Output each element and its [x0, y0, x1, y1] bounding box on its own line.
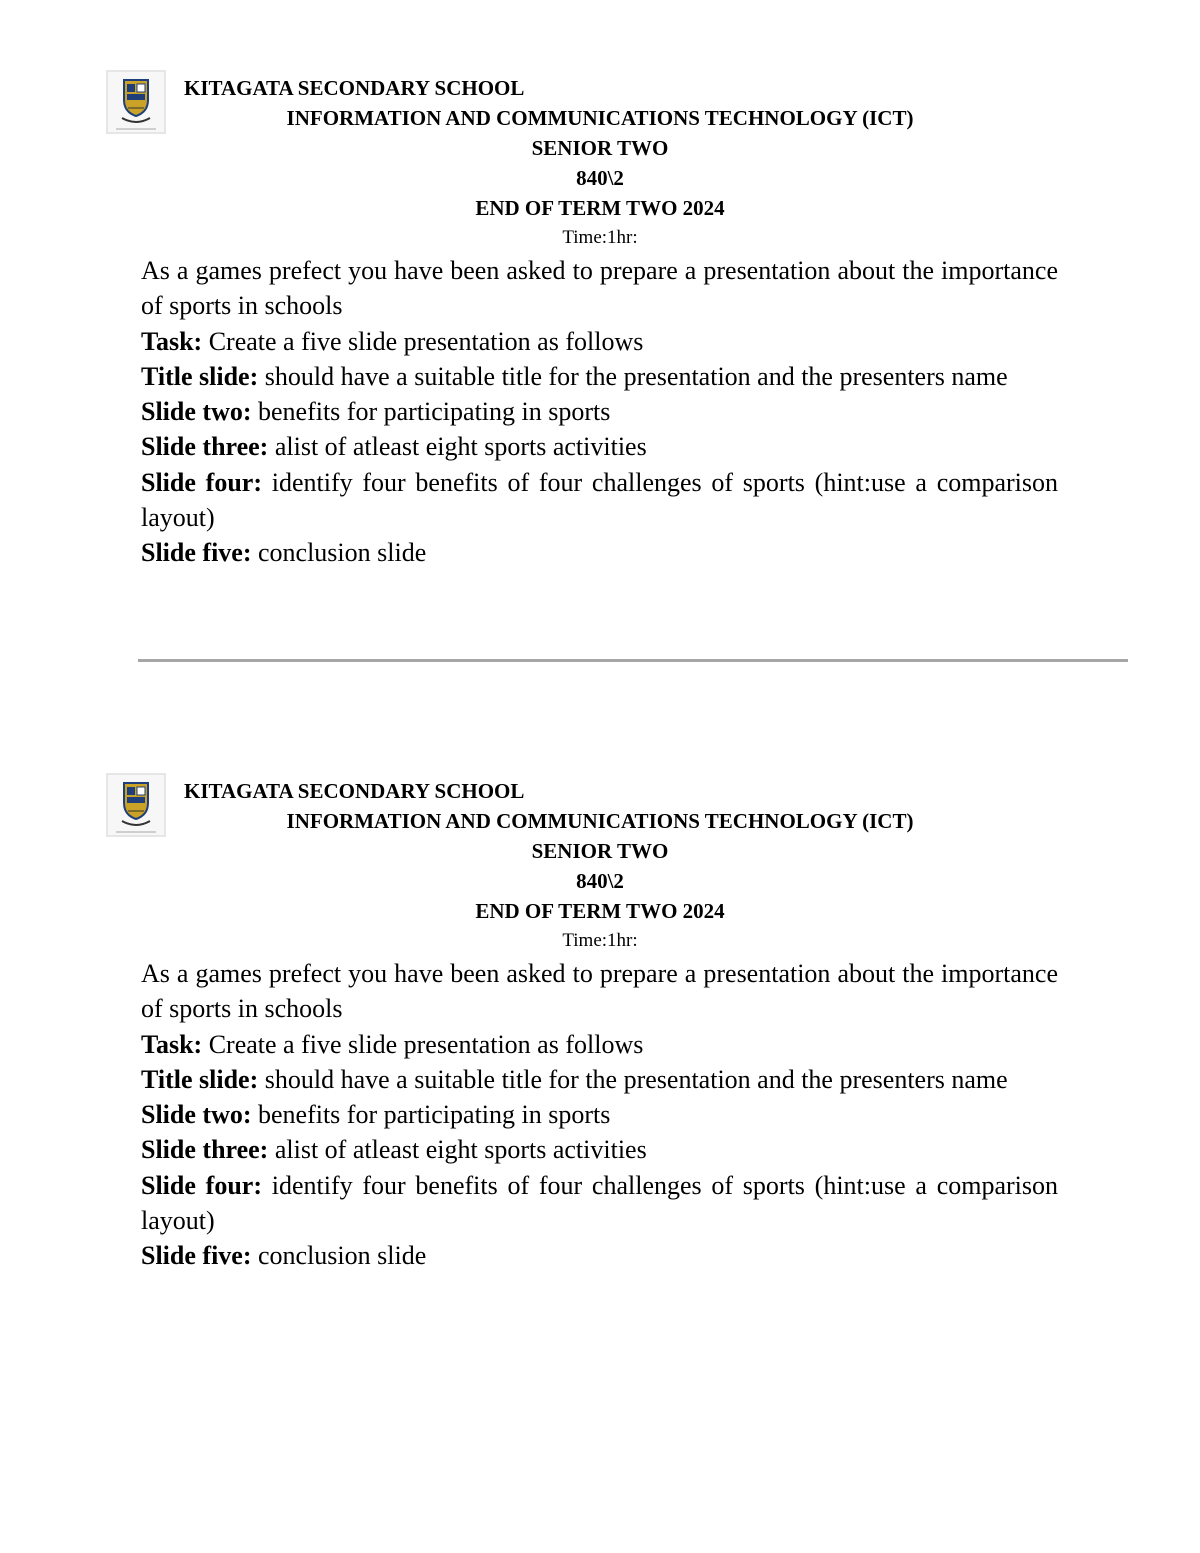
slide-text: benefits for participating in sports — [251, 1100, 611, 1130]
slide-text: alist of atleast eight sports activities — [268, 1135, 647, 1165]
slide-item — [141, 359, 1058, 394]
slide-item — [141, 429, 1058, 464]
class-name: SENIOR TWO — [531, 839, 669, 863]
slide-label: Title slide: — [141, 361, 259, 391]
task-text: Create a five slide presentation as follows — [202, 326, 644, 356]
slide-item — [141, 1168, 1058, 1239]
slide-label: Title slide: — [141, 1064, 259, 1094]
class-name: SENIOR TWO — [531, 136, 669, 160]
slide-text: should have a suitable title for the presentation and the presenters name — [258, 1064, 1008, 1094]
exam-title: END OF TERM TWO 2024 — [475, 899, 725, 923]
slide-label: Slide five: — [141, 1241, 252, 1271]
task-label: Task: — [141, 326, 203, 356]
school-name: KITAGATA SECONDARY SCHOOL — [184, 76, 525, 100]
slide-item — [141, 465, 1058, 536]
intro-paragraph: As a games prefect you have been asked to prepare a presentation about the importance of sports in schools — [141, 959, 1058, 1024]
instructions — [141, 956, 1058, 1274]
slide-label: Slide two: — [141, 397, 252, 427]
task-line — [141, 324, 1058, 359]
exam-title: END OF TERM TWO 2024 — [475, 196, 725, 220]
slide-text: benefits for participating in sports — [251, 397, 611, 427]
task-text: Create a five slide presentation as follows — [202, 1029, 644, 1059]
school-name: KITAGATA SECONDARY SCHOOL — [184, 779, 525, 803]
slide-item — [141, 535, 1058, 570]
slide-item — [141, 1132, 1058, 1167]
slide-text: identify four benefits of four challenges of sports (hint:use a comparison layout) — [141, 467, 1059, 533]
slide-item — [141, 1238, 1058, 1273]
slide-item — [141, 1097, 1058, 1132]
task-line — [141, 1027, 1058, 1062]
time-allowed: Time:1hr: — [562, 930, 638, 951]
subject-title: INFORMATION AND COMMUNICATIONS TECHNOLOGY (ICT) — [286, 809, 914, 833]
exam-header-copy-1 — [0, 70, 1200, 630]
slide-text: should have a suitable title for the presentation and the presenters name — [258, 361, 1008, 391]
slide-label: Slide four: — [141, 1170, 262, 1200]
slide-label: Slide four: — [141, 467, 262, 497]
slide-item — [141, 1062, 1058, 1097]
exam-header-copy-2 — [0, 773, 1200, 1333]
paper-code: 840\2 — [576, 869, 624, 893]
slide-text: alist of atleast eight sports activities — [268, 432, 647, 462]
section-divider — [138, 659, 1128, 662]
subject-title: INFORMATION AND COMMUNICATIONS TECHNOLOGY (ICT) — [286, 106, 914, 130]
slide-label: Slide two: — [141, 1100, 252, 1130]
slide-label: Slide three: — [141, 432, 269, 462]
slide-text: conclusion slide — [251, 1241, 427, 1271]
intro-paragraph: As a games prefect you have been asked to prepare a presentation about the importance of sports in schools — [141, 256, 1058, 321]
paper-code: 840\2 — [576, 166, 624, 190]
slide-item — [141, 394, 1058, 429]
slide-label: Slide three: — [141, 1135, 269, 1165]
slide-text: identify four benefits of four challenges of sports (hint:use a comparison layout) — [141, 1170, 1059, 1236]
time-allowed: Time:1hr: — [562, 227, 638, 248]
task-label: Task: — [141, 1029, 203, 1059]
slide-label: Slide five: — [141, 538, 252, 568]
instructions — [141, 253, 1058, 571]
slide-text: conclusion slide — [251, 538, 427, 568]
